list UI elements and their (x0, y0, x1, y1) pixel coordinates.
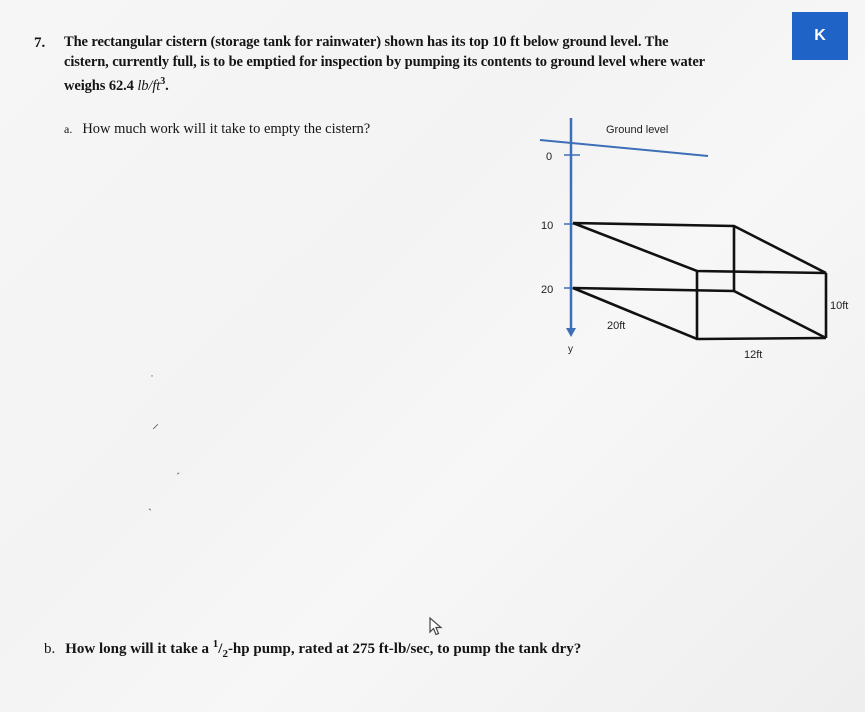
part-a-text: How much work will it take to empty the cistern? (82, 121, 371, 137)
arrow-down-icon (566, 328, 576, 337)
tick-label-10: 10 (541, 220, 554, 232)
axis-var-label: y (568, 344, 573, 355)
stray-mark: ⸍ (152, 423, 159, 438)
question-number: 7. (34, 35, 46, 51)
k-badge[interactable]: K (792, 12, 848, 60)
stray-mark: ˊ (176, 470, 180, 484)
part-b-text-after: -hp pump, rated at 275 ft-lb/sec, to pump the tank dry? (227, 641, 582, 657)
density-prefix: weighs 62.4 (64, 77, 138, 94)
stray-mark: ˙ (150, 372, 154, 386)
part-b-text-before: How long will it take a (65, 641, 213, 657)
frac-denominator: 2 (222, 648, 228, 660)
ground-level-label: Ground level (606, 124, 669, 136)
half-fraction: $^1/_2$ (212, 638, 228, 660)
part-a-label: a. (64, 122, 73, 136)
density-unit: lb/ft (137, 77, 161, 94)
question-text-line2: cistern, currently full, is to be emptied for inspection by pumping its contents to ground level where water (64, 54, 706, 70)
tick-label-0: 0 (546, 151, 553, 163)
part-b (44, 638, 581, 660)
ground-level-line (540, 140, 708, 156)
dim-length-label: 20ft (607, 320, 626, 332)
stray-mark: ˎ (148, 497, 152, 511)
box-bottom-diagonal (734, 291, 826, 338)
density-suffix: . (165, 77, 169, 94)
question-text-line1: The rectangular cistern (storage tank for rainwater) shown has its top 10 ft below ground level. The (64, 34, 669, 50)
box-top-face (573, 223, 826, 273)
frac-numerator: 1 (212, 638, 219, 650)
dim-height-label: 10ft (830, 300, 849, 312)
box-back-bottom (573, 288, 734, 291)
cursor-icon (428, 616, 444, 638)
density-exponent: 3 (160, 76, 166, 87)
dim-width-label: 12ft (744, 349, 763, 361)
tick-label-20: 20 (541, 284, 554, 296)
part-b-label: b. (44, 641, 56, 657)
